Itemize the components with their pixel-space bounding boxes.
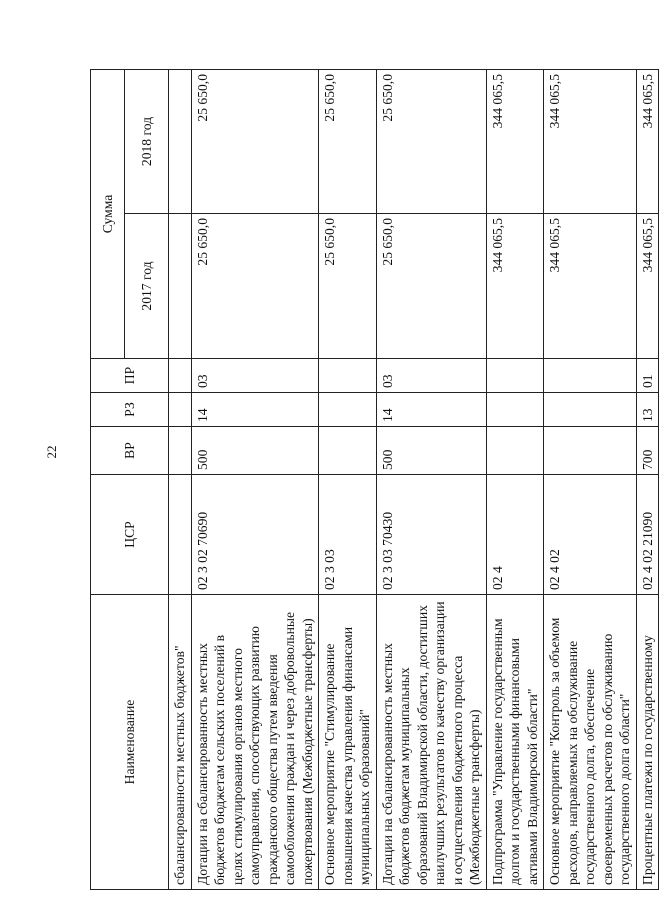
row-rz <box>544 393 637 427</box>
row-sum-2017: 344 065,5 <box>636 214 659 359</box>
row-sum-2017 <box>169 214 192 359</box>
rotated-table-wrapper <box>90 70 655 890</box>
row-sum-2017: 344 065,5 <box>486 214 544 359</box>
row-name: сбалансированности местных бюджетов" <box>169 595 192 890</box>
row-csr: 02 4 <box>486 475 544 595</box>
header-rz: РЗ <box>91 393 169 427</box>
row-pr: 03 <box>191 359 319 393</box>
row-pr: 03 <box>376 359 486 393</box>
row-name: Основное мероприятие "Стимулирование повышения качества управления финансами муниципальных образований" <box>319 595 377 890</box>
row-sum-2018: 344 065,5 <box>544 70 637 214</box>
row-sum-2017: 25 650,0 <box>319 214 377 359</box>
row-name: Основное мероприятие "Контроль за объемом расходов, направляемых на обслуживание государственного долга, обеспечение своевременных расчетов по обслуживанию государственного долга области" <box>544 595 637 890</box>
row-csr: 02 3 02 70690 <box>191 475 319 595</box>
row-pr <box>319 359 377 393</box>
row-vr <box>486 427 544 475</box>
row-rz <box>319 393 377 427</box>
row-sum-2018: 25 650,0 <box>319 70 377 214</box>
header-year-2018: 2018 год <box>125 70 169 214</box>
row-vr <box>319 427 377 475</box>
row-vr: 500 <box>191 427 319 475</box>
header-sum: Сумма <box>91 70 125 359</box>
row-sum-2017: 25 650,0 <box>191 214 319 359</box>
row-sum-2018: 344 065,5 <box>486 70 544 214</box>
row-sum-2017: 25 650,0 <box>376 214 486 359</box>
row-rz: 13 <box>636 393 659 427</box>
row-name: Дотации на сбалансированность местных бюджетов бюджетам сельских поселений в целях стимулирования органов местного самоуправления, способствующих развитию гражданского общества путем введения самообложения граждан и через добровольные пожертвования (Межбюджетные трансферты) <box>191 595 319 890</box>
row-sum-2018 <box>169 70 192 214</box>
row-csr: 02 4 02 21090 <box>636 475 659 595</box>
row-csr <box>169 475 192 595</box>
header-year-2017: 2017 год <box>125 214 169 359</box>
page-number: 22 <box>44 445 59 459</box>
row-csr: 02 3 03 70430 <box>376 475 486 595</box>
row-name: Дотации на сбалансированность местных бюджетов бюджетам муниципальных образований Владимирской области, достигших наилучших результатов по качеству организации и осуществления бюджетного процесса (Межбюджетные трансферты) <box>376 595 486 890</box>
row-sum-2018: 344 065,5 <box>636 70 659 214</box>
header-vr: ВР <box>91 427 169 475</box>
budget-table <box>90 69 659 890</box>
row-pr <box>544 359 637 393</box>
row-sum-2017: 344 065,5 <box>544 214 637 359</box>
header-pr: ПР <box>91 359 169 393</box>
row-rz <box>169 393 192 427</box>
row-vr: 700 <box>636 427 659 475</box>
row-vr <box>169 427 192 475</box>
row-pr <box>486 359 544 393</box>
row-sum-2018: 25 650,0 <box>376 70 486 214</box>
row-csr: 02 3 03 <box>319 475 377 595</box>
row-vr <box>544 427 637 475</box>
row-sum-2018: 25 650,0 <box>191 70 319 214</box>
header-csr: ЦСР <box>91 475 169 595</box>
row-pr: 01 <box>636 359 659 393</box>
row-name: Подпрограмма "Управление государственным долгом и государственными финансовыми активами Владимирской области" <box>486 595 544 890</box>
header-name: Наименование <box>91 595 169 890</box>
row-rz: 14 <box>191 393 319 427</box>
row-name: Процентные платежи по государственному <box>636 595 659 890</box>
row-rz <box>486 393 544 427</box>
row-rz: 14 <box>376 393 486 427</box>
row-csr: 02 4 02 <box>544 475 637 595</box>
row-vr: 500 <box>376 427 486 475</box>
row-pr <box>169 359 192 393</box>
